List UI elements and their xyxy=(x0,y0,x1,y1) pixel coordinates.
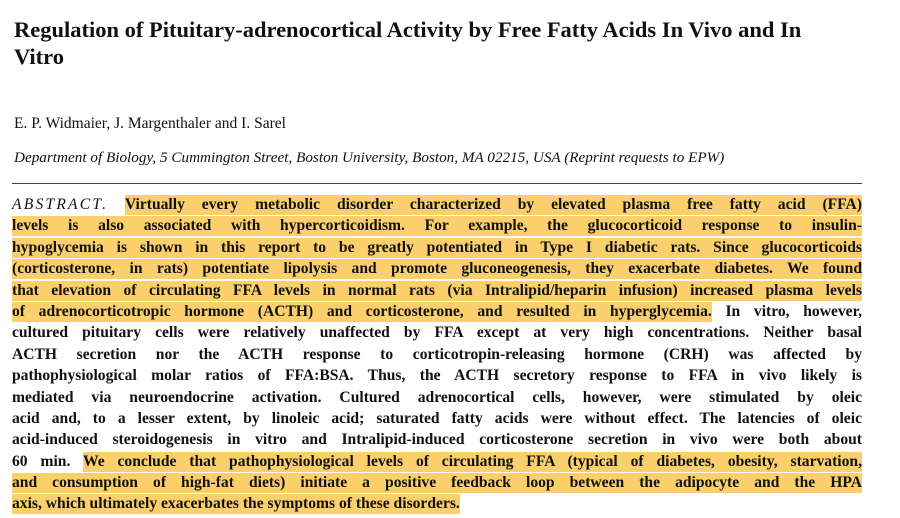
abstract-line xyxy=(12,472,862,493)
highlighted-text: that elevation of circulating FFA levels in normal rats (via Intralipid/heparin infusion) increased plasma levels xyxy=(12,281,862,299)
abstract-line xyxy=(12,365,862,386)
abstract-line xyxy=(12,215,862,236)
section-divider xyxy=(12,183,862,184)
highlighted-text: and consumption of high-fat diets) initiate a positive feedback loop between the adipocyte and the HPA xyxy=(12,474,862,492)
highlighted-text: (corticosterone, in rats) potentiate lipolysis and promote gluconeogenesis, they exacerbate diabetes. We found xyxy=(12,260,862,278)
highlighted-text: levels is also associated with hypercorticoidism. For example, the glucocorticoid response to insulin- xyxy=(12,217,862,235)
abstract-line xyxy=(12,451,862,472)
highlighted-text: of adrenocorticotropic hormone (ACTH) and corticosterone, and resulted in hyperglycemia. xyxy=(12,302,712,320)
abstract-text: cultured pituitary cells were relatively unaffected by FFA except at very high concentrations. Neither basal xyxy=(12,324,862,342)
abstract-line xyxy=(12,194,862,215)
abstract-text: acid-induced steroidogenesis in vitro and Intralipid-induced corticosterone secretion in vivo were both about xyxy=(12,431,862,449)
highlighted-text: hypoglycemia is shown in this report to be greatly potentiated in Type I diabetic rats. Since glucocorticoids xyxy=(12,238,862,256)
abstract-block xyxy=(12,194,862,515)
abstract-label: ABSTRACT. xyxy=(12,196,109,213)
abstract-line xyxy=(12,280,862,301)
highlighted-text: axis, which ultimately exacerbates the symptoms of these disorders. xyxy=(12,495,460,513)
abstract-text: acid and, to a lesser extent, by linoleic acid; saturated fatty acids were without effect. The latencies of oleic xyxy=(12,409,862,427)
abstract-line xyxy=(12,301,862,322)
abstract-line xyxy=(12,322,862,343)
highlighted-text: We conclude that pathophysiological levels of circulating FFA (typical of diabetes, obesity, starvation, xyxy=(82,452,862,470)
abstract-line xyxy=(12,493,862,514)
paper-title: Regulation of Pituitary-adrenocortical Activity by Free Fatty Acids In Vivo and In Vitro xyxy=(14,17,802,69)
abstract-text: In vitro, however, xyxy=(711,302,862,320)
abstract-line xyxy=(12,429,862,450)
abstract-line xyxy=(12,387,862,408)
abstract-text: 60 min. xyxy=(12,452,83,470)
abstract-line xyxy=(12,344,862,365)
author-affiliation: Department of Biology, 5 Cummington Street, Boston University, Boston, MA 02215, USA (Reprint requests to EPW) xyxy=(14,149,725,166)
author-list: E. P. Widmaier, J. Margenthaler and I. Sarel xyxy=(14,115,286,132)
abstract-text: ACTH secretion nor the ACTH response to corticotropin-releasing hormone (CRH) was affected by xyxy=(12,345,862,363)
abstract-line xyxy=(12,258,862,279)
abstract-line xyxy=(12,237,862,258)
highlighted-text: Virtually every metabolic disorder characterized by elevated plasma free fatty acid (FFA) xyxy=(124,196,862,213)
abstract-line xyxy=(12,408,862,429)
abstract-text: mediated via neuroendocrine activation. Cultured adrenocortical cells, however, were stimulated by oleic xyxy=(12,388,862,406)
abstract-text: pathophysiological molar ratios of FFA:BSA. Thus, the ACTH secretory response to FFA in vivo likely is xyxy=(12,367,862,385)
